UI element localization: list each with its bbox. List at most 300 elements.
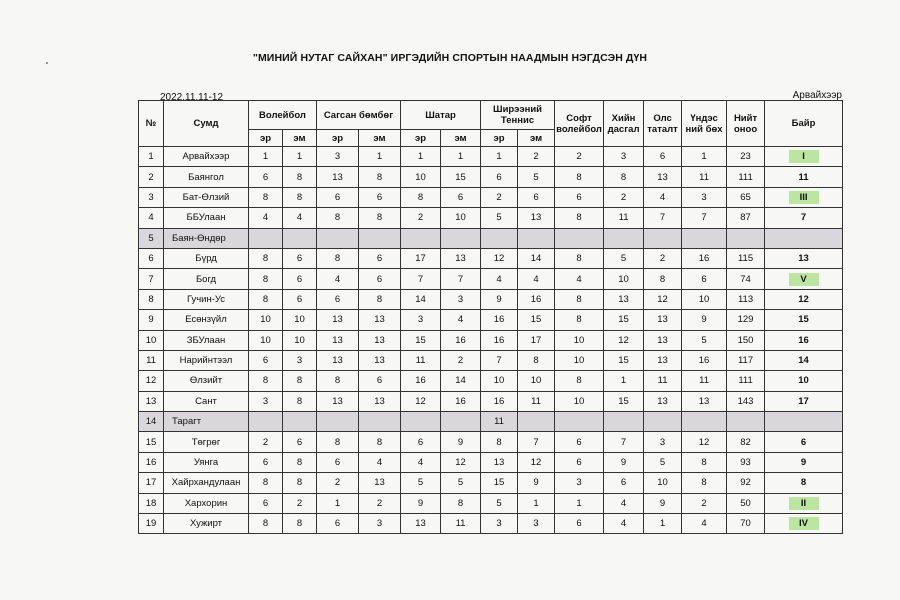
- header-chess: Шатар: [401, 101, 481, 130]
- score-cell: 3: [644, 432, 682, 452]
- score-cell: 6: [317, 289, 359, 309]
- score-cell: 3: [401, 310, 441, 330]
- score-cell: 13: [644, 167, 682, 187]
- sum-name: Сант: [164, 391, 249, 411]
- score-cell: 1: [283, 147, 317, 167]
- rank-cell: 12: [765, 289, 843, 309]
- header-table-tennis: Ширээний Теннис: [481, 101, 555, 130]
- score-cell: 9: [401, 493, 441, 513]
- sum-name: Баянгол: [164, 167, 249, 187]
- score-cell: 93: [727, 452, 765, 472]
- score-cell: [727, 228, 765, 248]
- header-men: эр: [401, 130, 441, 147]
- score-cell: 111: [727, 167, 765, 187]
- score-cell: 10: [249, 330, 283, 350]
- score-cell: 3: [441, 289, 481, 309]
- score-cell: 6: [644, 147, 682, 167]
- rank-cell: 9: [765, 452, 843, 472]
- sum-name: Баян-Өндөр: [164, 228, 249, 248]
- score-cell: [682, 412, 727, 432]
- score-cell: 13: [359, 391, 401, 411]
- table-row: [139, 350, 843, 370]
- score-cell: 113: [727, 289, 765, 309]
- score-cell: [644, 228, 682, 248]
- score-cell: 6: [682, 269, 727, 289]
- score-cell: [359, 412, 401, 432]
- score-cell: 7: [481, 350, 518, 370]
- score-cell: 11: [682, 167, 727, 187]
- score-cell: 10: [555, 330, 604, 350]
- score-cell: 2: [644, 248, 682, 268]
- score-cell: 117: [727, 350, 765, 370]
- score-cell: [249, 228, 283, 248]
- rank-badge: II: [789, 497, 819, 510]
- score-cell: 5: [441, 473, 481, 493]
- score-cell: 15: [441, 167, 481, 187]
- row-number: 16: [139, 452, 164, 472]
- score-cell: [441, 412, 481, 432]
- score-cell: 15: [481, 473, 518, 493]
- sum-name: Уянга: [164, 452, 249, 472]
- score-cell: [727, 412, 765, 432]
- score-cell: 10: [682, 289, 727, 309]
- row-number: 2: [139, 167, 164, 187]
- score-cell: 8: [283, 514, 317, 534]
- sum-name: Гучин-Ус: [164, 289, 249, 309]
- row-number: 19: [139, 514, 164, 534]
- score-cell: 6: [249, 350, 283, 370]
- score-cell: 6: [555, 187, 604, 207]
- table-row: [139, 412, 843, 432]
- score-cell: 11: [644, 371, 682, 391]
- score-cell: 12: [682, 432, 727, 452]
- score-cell: 8: [283, 452, 317, 472]
- score-cell: 12: [518, 452, 555, 472]
- score-cell: 6: [359, 248, 401, 268]
- score-cell: 8: [644, 269, 682, 289]
- score-cell: 15: [604, 391, 644, 411]
- score-cell: 17: [401, 248, 441, 268]
- sum-name: Арвайхээр: [164, 147, 249, 167]
- score-cell: 8: [249, 289, 283, 309]
- score-cell: 6: [359, 371, 401, 391]
- score-cell: 3: [518, 514, 555, 534]
- score-cell: 87: [727, 208, 765, 228]
- header-tug-of-war: Олс таталт: [644, 101, 682, 147]
- score-cell: 16: [682, 350, 727, 370]
- score-cell: 9: [644, 493, 682, 513]
- score-cell: 1: [644, 514, 682, 534]
- rank-cell: 14: [765, 350, 843, 370]
- score-cell: 7: [518, 432, 555, 452]
- score-cell: 5: [518, 167, 555, 187]
- table-row: [139, 167, 843, 187]
- score-cell: 8: [283, 473, 317, 493]
- table-row: [139, 310, 843, 330]
- table-row: [139, 147, 843, 167]
- table-row: [139, 330, 843, 350]
- header-soft-volleyball: Софт волейбол: [555, 101, 604, 147]
- score-cell: 10: [481, 371, 518, 391]
- score-cell: 5: [604, 248, 644, 268]
- score-cell: 9: [682, 310, 727, 330]
- table-row: [139, 269, 843, 289]
- score-cell: 6: [555, 452, 604, 472]
- rank-cell: 10: [765, 371, 843, 391]
- score-cell: 3: [317, 147, 359, 167]
- score-cell: [283, 412, 317, 432]
- score-cell: 8: [317, 432, 359, 452]
- rank-cell: 15: [765, 310, 843, 330]
- score-cell: [481, 228, 518, 248]
- sum-name: Есөнзүйл: [164, 310, 249, 330]
- score-cell: 3: [359, 514, 401, 534]
- score-cell: [401, 228, 441, 248]
- score-cell: 65: [727, 187, 765, 207]
- score-cell: 15: [604, 310, 644, 330]
- score-cell: 13: [644, 350, 682, 370]
- score-cell: 10: [249, 310, 283, 330]
- score-cell: 8: [249, 269, 283, 289]
- score-cell: 111: [727, 371, 765, 391]
- score-cell: 8: [518, 350, 555, 370]
- score-cell: 8: [359, 208, 401, 228]
- score-cell: 2: [481, 187, 518, 207]
- score-cell: 14: [518, 248, 555, 268]
- score-cell: 8: [555, 248, 604, 268]
- sum-name: Бат-Өлзий: [164, 187, 249, 207]
- score-cell: 4: [481, 269, 518, 289]
- score-cell: 8: [249, 371, 283, 391]
- header-men: эр: [481, 130, 518, 147]
- score-cell: 70: [727, 514, 765, 534]
- score-cell: 10: [555, 391, 604, 411]
- score-cell: 150: [727, 330, 765, 350]
- score-cell: 7: [441, 269, 481, 289]
- sum-name: Хархорин: [164, 493, 249, 513]
- score-cell: 82: [727, 432, 765, 452]
- score-cell: 9: [604, 452, 644, 472]
- score-cell: 5: [481, 493, 518, 513]
- score-cell: [555, 412, 604, 432]
- score-cell: 74: [727, 269, 765, 289]
- score-cell: 16: [481, 330, 518, 350]
- score-cell: [518, 412, 555, 432]
- score-cell: 1: [249, 147, 283, 167]
- rank-cell: 16: [765, 330, 843, 350]
- score-cell: 11: [518, 391, 555, 411]
- score-cell: 1: [518, 493, 555, 513]
- score-cell: 16: [441, 391, 481, 411]
- score-cell: 4: [644, 187, 682, 207]
- score-cell: 10: [283, 330, 317, 350]
- score-cell: 8: [317, 371, 359, 391]
- score-cell: 6: [283, 248, 317, 268]
- rank-cell: [765, 493, 843, 513]
- score-cell: 11: [481, 412, 518, 432]
- sum-name: Өлзийт: [164, 371, 249, 391]
- row-number: 11: [139, 350, 164, 370]
- score-cell: 6: [441, 187, 481, 207]
- score-cell: 10: [283, 310, 317, 330]
- sum-name: ЗБУлаан: [164, 330, 249, 350]
- score-cell: 16: [441, 330, 481, 350]
- header-basketball: Сагсан бөмбөг: [317, 101, 401, 130]
- score-cell: 6: [518, 187, 555, 207]
- score-cell: 15: [518, 310, 555, 330]
- score-cell: 8: [283, 391, 317, 411]
- score-cell: 4: [518, 269, 555, 289]
- row-number: 5: [139, 228, 164, 248]
- header-women: эм: [518, 130, 555, 147]
- score-cell: [317, 228, 359, 248]
- header-men: эр: [317, 130, 359, 147]
- score-cell: 13: [317, 391, 359, 411]
- score-cell: 6: [249, 167, 283, 187]
- score-cell: 129: [727, 310, 765, 330]
- score-cell: 5: [682, 330, 727, 350]
- score-cell: 1: [481, 147, 518, 167]
- table-row: [139, 248, 843, 268]
- score-cell: 6: [555, 514, 604, 534]
- sum-name: ББУлаан: [164, 208, 249, 228]
- sum-name: Төгрөг: [164, 432, 249, 452]
- score-cell: 8: [249, 514, 283, 534]
- score-cell: 11: [401, 350, 441, 370]
- score-cell: 13: [317, 330, 359, 350]
- score-cell: 13: [401, 514, 441, 534]
- score-cell: [604, 228, 644, 248]
- rank-cell: 11: [765, 167, 843, 187]
- score-cell: 13: [518, 208, 555, 228]
- row-number: 3: [139, 187, 164, 207]
- row-number: 10: [139, 330, 164, 350]
- row-number: 18: [139, 493, 164, 513]
- score-cell: 4: [359, 452, 401, 472]
- score-cell: 16: [481, 391, 518, 411]
- score-cell: 6: [317, 452, 359, 472]
- score-cell: 6: [359, 187, 401, 207]
- header-no: №: [139, 101, 164, 147]
- score-cell: 10: [401, 167, 441, 187]
- score-cell: 2: [518, 147, 555, 167]
- score-cell: 115: [727, 248, 765, 268]
- row-number: 8: [139, 289, 164, 309]
- score-cell: 13: [481, 452, 518, 472]
- table-row: [139, 432, 843, 452]
- score-cell: [283, 228, 317, 248]
- results-body: [139, 147, 843, 534]
- score-cell: 3: [555, 473, 604, 493]
- score-cell: [441, 228, 481, 248]
- score-cell: 10: [555, 350, 604, 370]
- table-row: [139, 514, 843, 534]
- score-cell: 3: [604, 147, 644, 167]
- score-cell: 1: [682, 147, 727, 167]
- score-cell: 8: [249, 473, 283, 493]
- header-women: эм: [441, 130, 481, 147]
- score-cell: 7: [682, 208, 727, 228]
- score-cell: 92: [727, 473, 765, 493]
- rank-cell: 8: [765, 473, 843, 493]
- rank-cell: 6: [765, 432, 843, 452]
- score-cell: 4: [682, 514, 727, 534]
- score-cell: 6: [317, 514, 359, 534]
- score-cell: 6: [283, 269, 317, 289]
- rank-cell: [765, 269, 843, 289]
- score-cell: 12: [644, 289, 682, 309]
- row-number: 17: [139, 473, 164, 493]
- score-cell: 4: [604, 514, 644, 534]
- score-cell: 15: [604, 350, 644, 370]
- score-cell: 11: [604, 208, 644, 228]
- rank-badge: IV: [789, 517, 819, 530]
- score-cell: 13: [317, 167, 359, 187]
- rank-badge: V: [789, 273, 819, 286]
- score-cell: 6: [249, 493, 283, 513]
- score-cell: 10: [441, 208, 481, 228]
- score-cell: 16: [518, 289, 555, 309]
- score-cell: 8: [555, 167, 604, 187]
- score-cell: 4: [604, 493, 644, 513]
- score-cell: [317, 412, 359, 432]
- row-number: 13: [139, 391, 164, 411]
- score-cell: 2: [604, 187, 644, 207]
- score-cell: 13: [644, 391, 682, 411]
- score-cell: [518, 228, 555, 248]
- results-table-container: [138, 100, 842, 534]
- score-cell: 15: [401, 330, 441, 350]
- score-cell: 5: [481, 208, 518, 228]
- score-cell: 13: [644, 310, 682, 330]
- header-women: эм: [283, 130, 317, 147]
- score-cell: 7: [644, 208, 682, 228]
- score-cell: 5: [401, 473, 441, 493]
- row-number: 9: [139, 310, 164, 330]
- score-cell: 13: [359, 350, 401, 370]
- score-cell: [359, 228, 401, 248]
- header-sum: Сумд: [164, 101, 249, 147]
- score-cell: 8: [682, 452, 727, 472]
- score-cell: 8: [359, 167, 401, 187]
- score-cell: 2: [441, 350, 481, 370]
- score-cell: 13: [359, 310, 401, 330]
- score-cell: 4: [441, 310, 481, 330]
- score-cell: 16: [481, 310, 518, 330]
- score-cell: 8: [555, 289, 604, 309]
- score-cell: 9: [518, 473, 555, 493]
- event-date: 2022.11.11-12: [160, 92, 224, 103]
- score-cell: 2: [317, 473, 359, 493]
- score-cell: 7: [604, 432, 644, 452]
- score-cell: 8: [249, 187, 283, 207]
- score-cell: 4: [283, 208, 317, 228]
- score-cell: 13: [682, 391, 727, 411]
- rank-cell: 7: [765, 208, 843, 228]
- score-cell: 6: [283, 289, 317, 309]
- score-cell: 8: [555, 310, 604, 330]
- score-cell: 3: [283, 350, 317, 370]
- score-cell: 1: [555, 493, 604, 513]
- row-number: 7: [139, 269, 164, 289]
- row-number: 12: [139, 371, 164, 391]
- score-cell: 16: [682, 248, 727, 268]
- score-cell: 14: [441, 371, 481, 391]
- score-cell: 12: [604, 330, 644, 350]
- header-strength: Хийн дасгал: [604, 101, 644, 147]
- score-cell: 2: [555, 147, 604, 167]
- score-cell: 5: [644, 452, 682, 472]
- score-cell: 1: [604, 371, 644, 391]
- score-cell: 6: [401, 432, 441, 452]
- score-cell: 1: [317, 493, 359, 513]
- score-cell: 16: [401, 371, 441, 391]
- score-cell: 6: [359, 269, 401, 289]
- rank-badge: I: [789, 150, 819, 163]
- score-cell: 1: [359, 147, 401, 167]
- row-number: 6: [139, 248, 164, 268]
- score-cell: [604, 412, 644, 432]
- score-cell: 10: [644, 473, 682, 493]
- score-cell: 2: [283, 493, 317, 513]
- score-cell: 8: [555, 208, 604, 228]
- rank-cell: 13: [765, 248, 843, 268]
- score-cell: 6: [481, 167, 518, 187]
- score-cell: 3: [481, 514, 518, 534]
- score-cell: 12: [441, 452, 481, 472]
- score-cell: 6: [317, 187, 359, 207]
- score-cell: 4: [317, 269, 359, 289]
- score-cell: 23: [727, 147, 765, 167]
- score-cell: 13: [441, 248, 481, 268]
- score-cell: 9: [441, 432, 481, 452]
- score-cell: 3: [249, 391, 283, 411]
- score-cell: [682, 228, 727, 248]
- score-cell: 8: [401, 187, 441, 207]
- score-cell: 14: [401, 289, 441, 309]
- score-cell: 4: [555, 269, 604, 289]
- rank-badge: III: [789, 191, 819, 204]
- score-cell: 17: [518, 330, 555, 350]
- sum-name: Нарийнтээл: [164, 350, 249, 370]
- score-cell: [644, 412, 682, 432]
- score-cell: 7: [401, 269, 441, 289]
- score-cell: 8: [359, 432, 401, 452]
- document-title: "МИНИЙ НУТАГ САЙХАН" ИРГЭДИЙН СПОРТЫН НААДМЫН НЭГДСЭН ДҮН: [252, 52, 648, 64]
- score-cell: 8: [283, 371, 317, 391]
- score-cell: 2: [249, 432, 283, 452]
- header-total: Нийт оноо: [727, 101, 765, 147]
- score-cell: 143: [727, 391, 765, 411]
- score-cell: 9: [481, 289, 518, 309]
- score-cell: 8: [481, 432, 518, 452]
- score-cell: 6: [283, 432, 317, 452]
- score-cell: 3: [682, 187, 727, 207]
- table-row: [139, 289, 843, 309]
- score-cell: 4: [401, 452, 441, 472]
- rank-cell: [765, 187, 843, 207]
- score-cell: 8: [359, 289, 401, 309]
- score-cell: 4: [249, 208, 283, 228]
- score-cell: 8: [283, 167, 317, 187]
- sum-name: Богд: [164, 269, 249, 289]
- score-cell: 11: [441, 514, 481, 534]
- score-cell: 6: [555, 432, 604, 452]
- score-cell: [249, 412, 283, 432]
- rank-cell: [765, 412, 843, 432]
- header-place: Байр: [765, 101, 843, 147]
- results-table: [138, 100, 843, 534]
